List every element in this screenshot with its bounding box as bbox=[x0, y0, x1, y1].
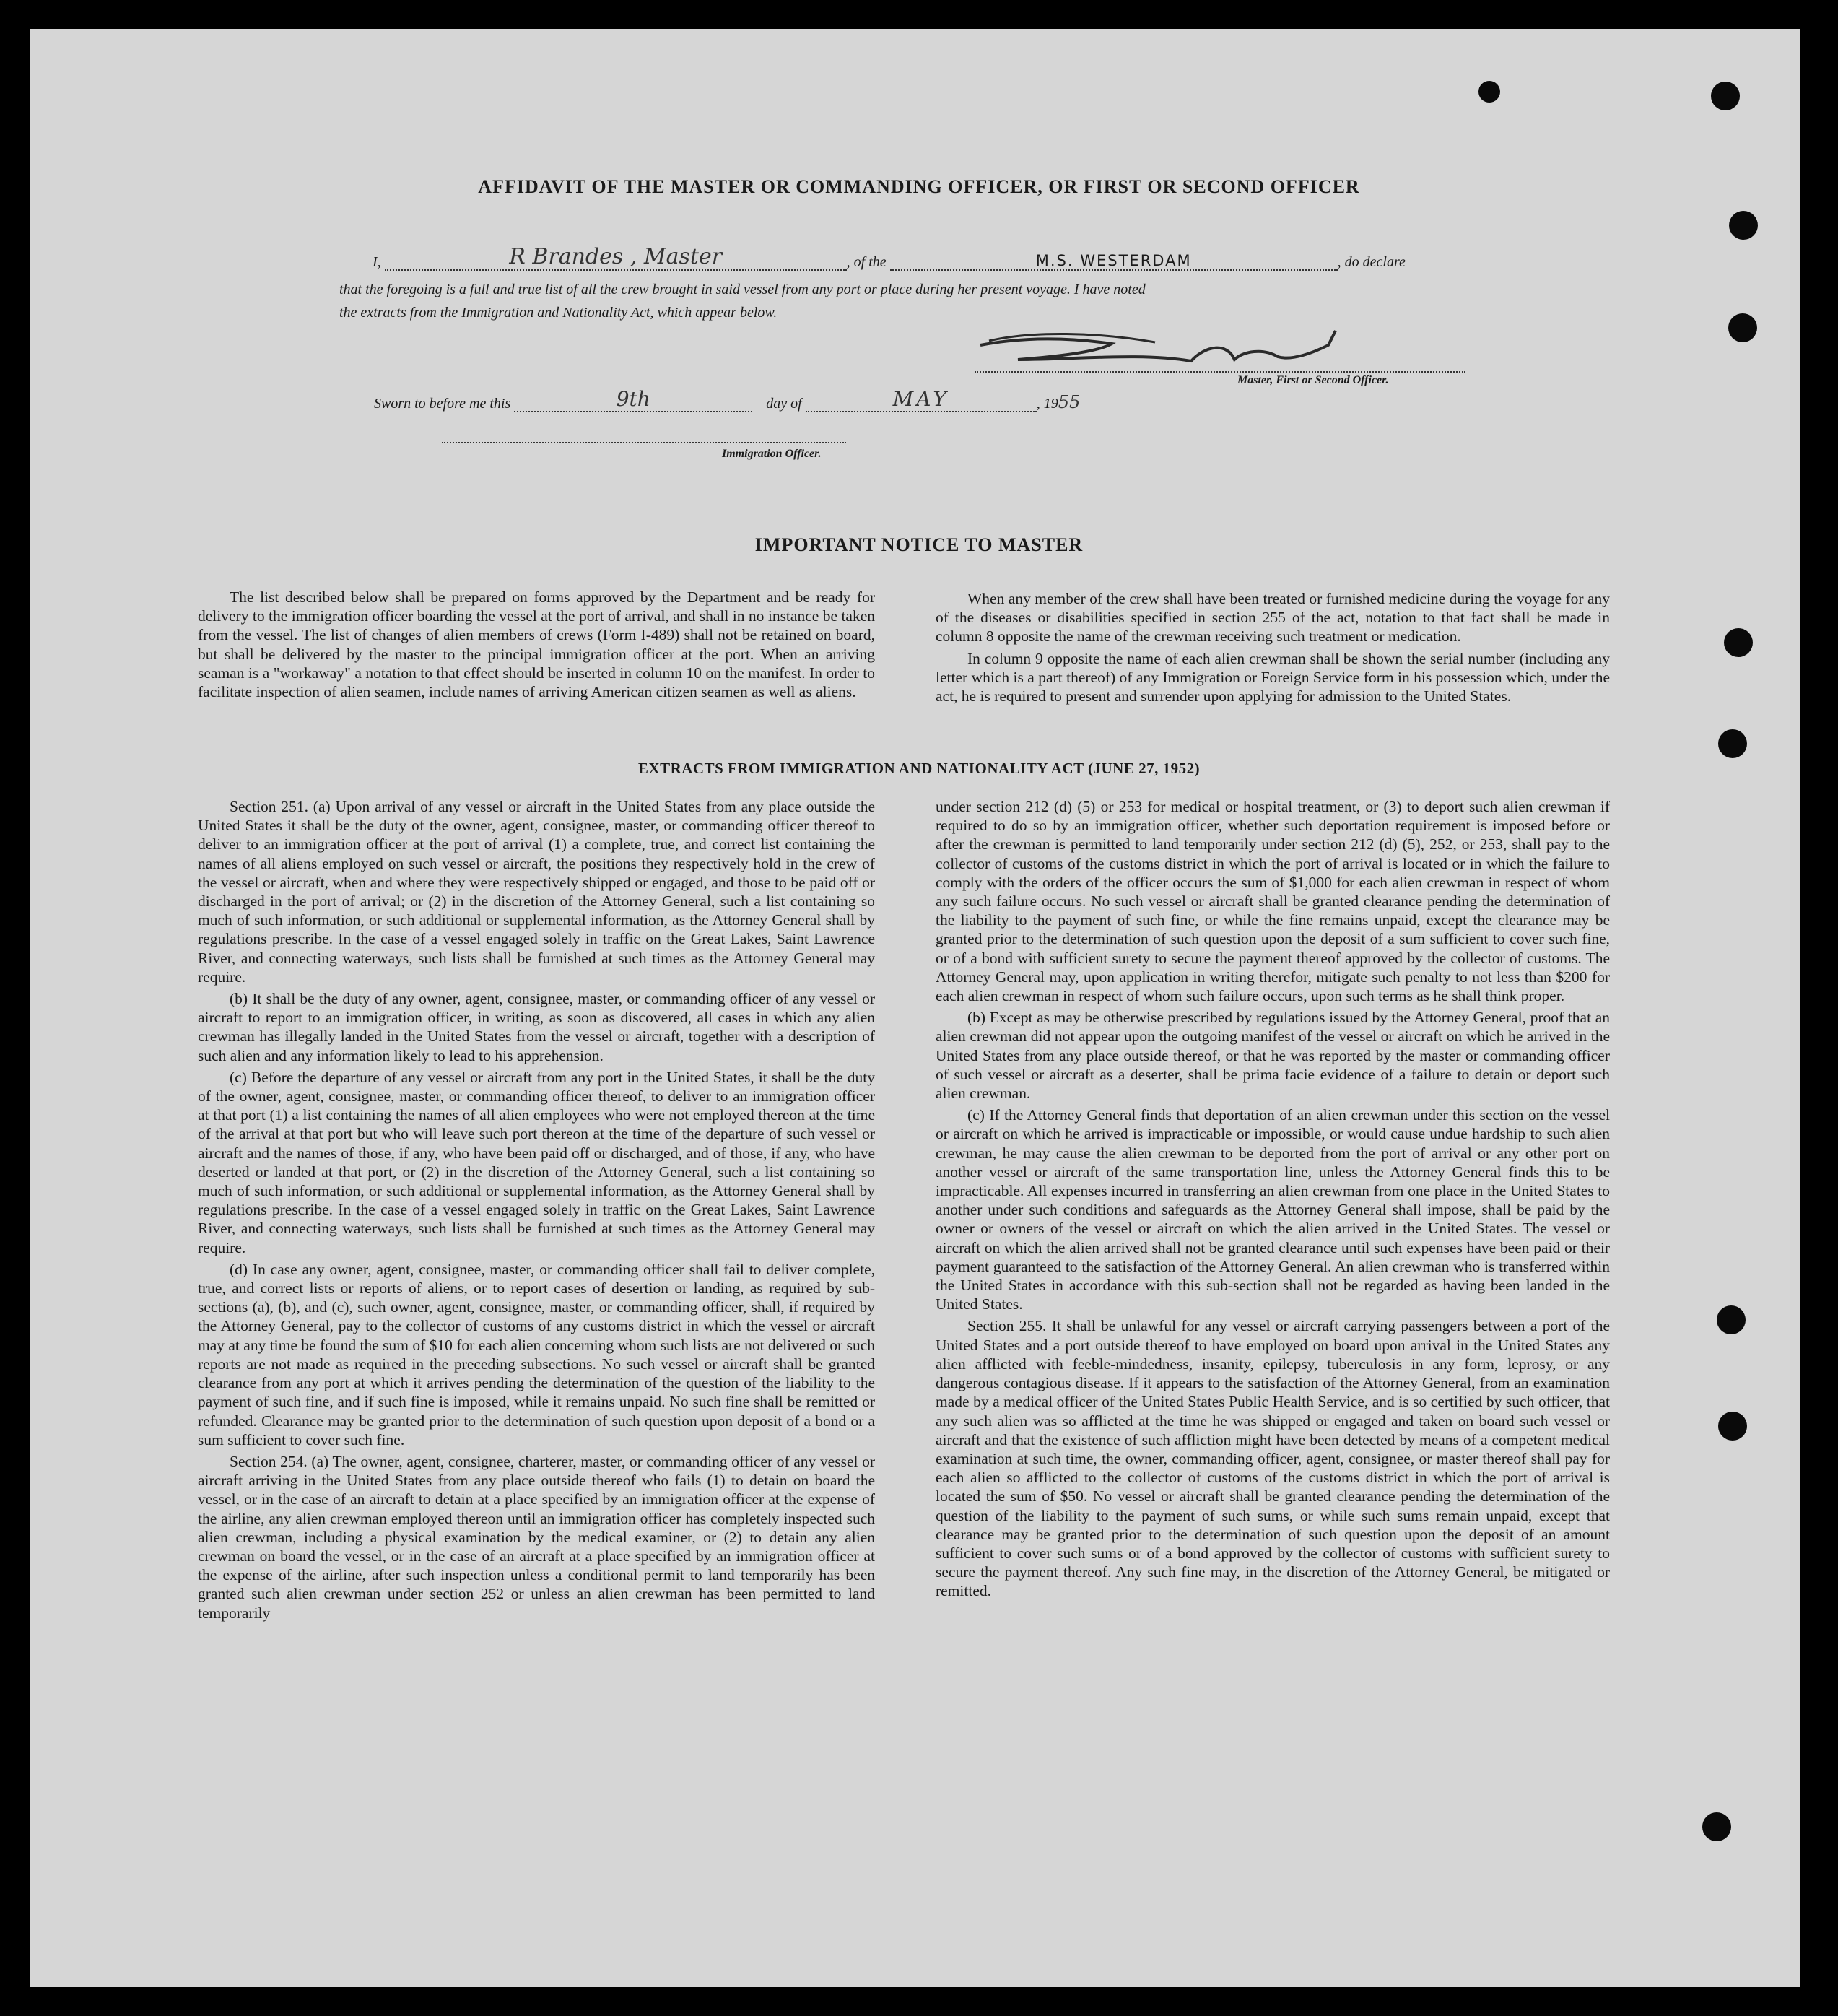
extracts-title: EXTRACTS FROM IMMIGRATION AND NATIONALITY ACT (JUNE 27, 1952) bbox=[637, 760, 1201, 777]
sworn-year-field: 55 bbox=[1058, 392, 1081, 412]
section-251-d: (d) In case any owner, agent, consignee, master, or commanding officer shall fail to deliver complete, true, and correct lists or reports of aliens, or to report cases of desertion or landing, as required by sub-sections (a), (b), and (c), such owner, agent, consignee, master, or commanding officer, shall, if required by the Attorney General, pay to the collector of customs of any customs district in which the vessel or aircraft may at any time be found the sum of $10 for each alien concerning whom such lists are not delivered or such reports are not made as required in the preceding subsections. No such vessel or aircraft shall be granted clearance from any port at which it arrives pending the determination of the question of the liability to the payment of such fine, and if such fine is imposed, while it remains unpaid. No such fine shall be remitted or refunded. Clearance may be granted prior to the determination of such question upon deposit of a bond or a sum sufficient to cover such fine. bbox=[198, 1260, 875, 1448]
notice-left-column bbox=[198, 588, 875, 701]
punch-hole bbox=[1478, 81, 1500, 103]
punch-hole bbox=[1724, 628, 1753, 657]
master-signature bbox=[975, 323, 1350, 381]
section-251-b: (b) It shall be the duty of any owner, agent, consignee, master, or commanding officer of any vessel or aircraft to report to an immigration officer, in writing, as soon as discovered, all cases in which any alien crewman has illegally landed in the United States from the vessel or aircraft, together with a description of such alien and any information likely to lead to his apprehension. bbox=[198, 990, 875, 1064]
extracts-right-column bbox=[936, 797, 1610, 1601]
extracts-left-column bbox=[198, 797, 875, 1622]
vessel-name-field: M.S. WESTERDAM bbox=[890, 252, 1338, 271]
section-251-c: (c) Before the departure of any vessel or aircraft from any port in the United States, it shall be the duty of the owner, agent, consignee, master, or commanding officer thereof, to deliver to an immigration officer at that port (1) a list containing the names of all alien employees who were not employed thereon at the time of the arrival at that port but who will leave such port thereon at the time of the departure of such vessel or aircraft and the names of those, if any, who have been paid off or discharged, and of those, if any, who have deserted or landed at that port, or (2) in the discretion of the Attorney General, such a list containing so much of such information, or such additional or supplemental information, as the Attorney General shall by regulations prescribe. In the case of a vessel engaged solely in traffic on the Great Lakes, Saint Lawrence River, and connecting waterways, such lists shall be furnished at such times as the Attorney General may require. bbox=[198, 1068, 875, 1256]
day-of-label: day of bbox=[766, 396, 802, 412]
affidavit-title: AFFIDAVIT OF THE MASTER OR COMMANDING OFFICER, OR FIRST OR SECOND OFFICER bbox=[478, 176, 1360, 197]
notice-right-column bbox=[936, 589, 1610, 705]
section-254-b: (b) Except as may be otherwise prescribed by regulations issued by the Attorney General, proof that an alien crewman did not appear upon the outgoing manifest of the vessel or aircraft on which he arrived in the United States from any place outside thereof, or that he was reported by the master or commanding officer of such vessel or aircraft as a deserter, shall be prima facie evidence of a failure to detain or deport such alien crewman. bbox=[936, 1009, 1610, 1103]
punch-hole bbox=[1729, 211, 1758, 240]
master-name-field: R Brandes , Master bbox=[385, 244, 847, 271]
notice-right-paragraph-2: In column 9 opposite the name of each alien crewman shall be shown the serial number (including any letter which is a part thereof) of any Immigration or Foreign Service form in his possession which, under the act, he is required to present and surrender upon applying for admission to the United States. bbox=[936, 649, 1610, 705]
affidavit-line-3: the extracts from the Immigration and Nationality Act, which appear below. bbox=[339, 305, 778, 321]
section-254-c: (c) If the Attorney General finds that deportation of an alien crewman under this section on the vessel or aircraft on which he arrived is impracticable or impossible, or would cause undue hardship to such alien crewman, he may cause the alien crewman to be deported from the port of arrival or any other port on another vessel or aircraft of the same transportation line, unless the Attorney General finds this to be impracticable. All expenses incurred in transferring an alien crewman from one place in the United States to another under such conditions and safeguards as the Attorney General shall impose, shall be paid by the owner or owners of the vessel or aircraft on which the alien arrived in the United States. The vessel or aircraft on which the alien arrived shall not be granted clearance until such expenses have been paid or their payment guaranteed to the satisfaction of the Attorney General. An alien crewman who is transferred within the United States in accordance with this sub-section shall not be regarded as having been landed in the United States. bbox=[936, 1106, 1610, 1313]
affidavit-line-2: that the foregoing is a full and true list of all the crew brought in said vessel from any port or place during her present voyage. I have noted bbox=[339, 282, 1146, 297]
sworn-month-field: MAY bbox=[806, 387, 1037, 412]
punch-hole bbox=[1718, 729, 1747, 758]
immigration-officer-line bbox=[442, 442, 846, 443]
section-254-a-continued: under section 212 (d) (5) or 253 for medical or hospital treatment, or (3) to deport such alien crewman if required to do so by an immigration officer, whether such deportation requirement is imposed before or after the crewman is permitted to land temporarily under section 212 (d) (5), 252, or 253, shall pay to the collector of customs of the customs district in which the port of arrival is located or in which the failure to comply with the orders of the officer occurs the sum of $1,000 for each alien crewman in respect of whom any such failure occurs. No such vessel or aircraft shall be granted clearance pending the determination of the liability to the payment of such fine, or while the fine remains unpaid, except the clearance may be granted prior to the determination of such question upon the deposit of a sum sufficient to cover such fine, or of a bond with sufficient surety to secure the payment thereof approved by the collector of customs. The Attorney General may, upon application in writing therefor, mitigate such penalty to not less than $200 for each alien crewman in respect of whom such failure occurs, upon such terms as he shall think proper. bbox=[936, 798, 1610, 1005]
punch-hole bbox=[1728, 313, 1757, 342]
punch-hole bbox=[1702, 1812, 1731, 1841]
of-the-label: , of the bbox=[846, 254, 887, 270]
affidavit-declaration-line bbox=[373, 244, 1406, 271]
notice-left-paragraph: The list described below shall be prepared on forms approved by the Department and be ready for delivery to the immigration officer boarding the vessel at the port of arrival, and shall in no instance be taken from the vessel. The list of changes of alien members of crews (Form I-489) shall not be retained on board, but shall be delivered by the master to the principal immigration officer at the port. When an arriving seaman is a "workaway" a notation to that effect should be inserted in column 10 on the manifest. In order to facilitate inspection of alien seamen, include names of arriving American citizen seamen as well as aliens. bbox=[198, 588, 875, 701]
punch-hole bbox=[1718, 1412, 1747, 1441]
year-prefix: , 19 bbox=[1036, 396, 1058, 412]
sworn-line bbox=[374, 387, 1080, 412]
notice-right-paragraph-1: When any member of the crew shall have been treated or furnished medicine during the voyage for any of the diseases or disabilities specified in section 255 of the act, notation to that fact shall be made in column 8 opposite the name of the crewman receiving such treatment or medication. bbox=[936, 590, 1610, 646]
section-251-a: Section 251. (a) Upon arrival of any vessel or aircraft in the United States from any place outside the United States it shall be the duty of the owner, agent, consignee, master, or commanding officer thereof to deliver to an immigration officer at the port of arrival (1) a complete, true, and correct list containing the names of all aliens employed on such vessel or aircraft, the positions they respectively hold in the crew of the vessel or aircraft, when and where they were respectively shipped or engaged, and those to be paid off or discharged in the port of arrival; or (2) in the discretion of the Attorney General, such a list containing so much of such information, or such additional or supplemental information, as the Attorney General shall by regulations prescribe. In the case of a vessel engaged solely in traffic on the Great Lakes, Saint Lawrence River, and connecting waterways, such lists shall be furnished at such times as the Attorney General may require. bbox=[198, 798, 875, 986]
sworn-day-field: 9th bbox=[514, 387, 752, 412]
affidavit-prefix: I, bbox=[373, 254, 381, 270]
notice-title: IMPORTANT NOTICE TO MASTER bbox=[754, 534, 1084, 555]
section-254-a: Section 254. (a) The owner, agent, consignee, charterer, master, or commanding officer of any vessel or aircraft arriving in the United States from any place outside thereof who fails (1) to detain on board the vessel, or in the case of an aircraft to detain at a place specified by an immigration officer at the expense of the airline, any alien crewman employed thereon until an immigration officer has completely inspected such alien crewman, including a physical examination by the medical examiner, or (2) to detain any alien crewman on board the vessel, or in the case of an aircraft at a place specified by an immigration officer at the expense of the airline, after such inspection unless a conditional permit to land temporarily has been granted such alien crewman under section 252 or unless an alien crewman has been permitted to land temporarily bbox=[198, 1452, 875, 1622]
section-255: Section 255. It shall be unlawful for any vessel or aircraft carrying passengers between a port of the United States and a port outside thereof to have employed on board upon arrival in the United States any alien afflicted with feeble-mindedness, insanity, epilepsy, tuberculosis in any form, leprosy, or any dangerous contagious disease. If it appears to the satisfaction of the Attorney General, from an examination made by a medical officer of the United States Public Health Service, and is so certified by such officer, that any such alien was so afflicted at the time he was shipped or engaged and taken on board such vessel or aircraft and that the existence of such affliction might have been detected by means of a competent medical examination at such time, the owner, commanding officer, agent, consignee, or master thereof shall pay for each alien so afflicted to the collector of customs of the customs district in which the port of arrival is located the sum of $50. No vessel or aircraft shall be granted clearance pending the determination of the question of the liability to the payment of such sums, or while such sums remain unpaid, except that clearance may be granted prior to the determination of such question upon the deposit of an amount sufficient to cover such sums or of a bond approved by the collector of customs with sufficient surety to secure the payment thereof. Any such fine may, in the discretion of the Attorney General, be mitigated or remitted. bbox=[936, 1317, 1610, 1600]
master-title-label: Master, First or Second Officer. bbox=[1237, 374, 1389, 386]
immigration-officer-label: Immigration Officer. bbox=[722, 448, 822, 460]
do-declare-label: , do declare bbox=[1337, 254, 1406, 270]
punch-hole bbox=[1711, 82, 1740, 110]
sworn-label: Sworn to before me this bbox=[374, 396, 511, 412]
punch-hole bbox=[1717, 1305, 1746, 1334]
